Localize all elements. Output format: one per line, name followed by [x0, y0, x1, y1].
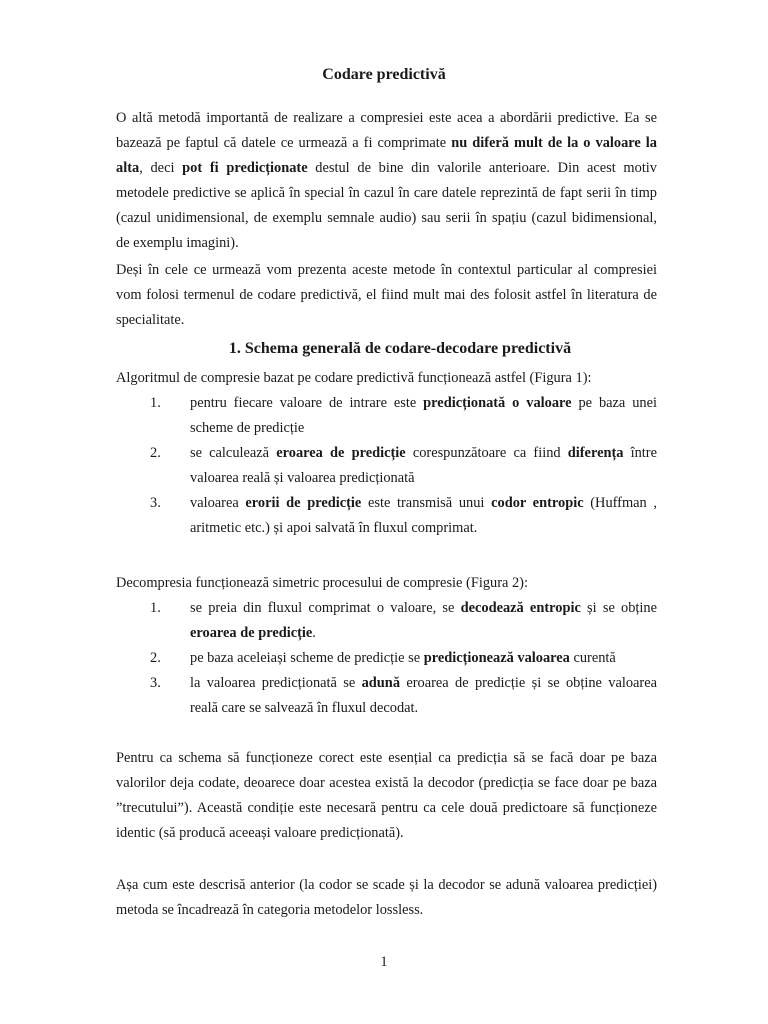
text-run: pentru fiecare valoare de intrare este: [190, 395, 424, 411]
compression-intro: Algoritmul de compresie bazat pe codare predictivă funcționează astfel (Figura 1):: [116, 370, 592, 386]
page-number: 1: [380, 954, 388, 970]
list-item: [0, 441, 657, 491]
bold-run: diferența: [567, 445, 624, 461]
list-item: [0, 671, 657, 721]
text-run: se calculează: [190, 445, 277, 461]
bold-run: adună: [361, 675, 401, 691]
text-run: , deci: [139, 160, 183, 176]
bold-run: nu diferă mult de la o valoare la alta: [116, 135, 657, 176]
compression-steps: [0, 391, 768, 541]
bold-run: codor entropic: [491, 495, 584, 511]
text-run: corespunzătoare ca fiind: [405, 445, 568, 461]
decompression-intro: Decompresia funcționează simetric procesului de compresie (Figura 2):: [116, 575, 528, 591]
list-number: 2.: [150, 445, 161, 461]
text-run: la valoarea predicționată se: [190, 675, 362, 691]
list-number: 2.: [150, 650, 161, 666]
list-item: [0, 491, 657, 541]
text-run: se preia din fluxul comprimat o valoare, se: [190, 600, 461, 616]
list-item: [0, 596, 657, 646]
list-item: [0, 646, 657, 671]
text-run: este transmisă unui: [361, 495, 492, 511]
list-number: 3.: [150, 675, 161, 691]
text-run: O altă metodă importantă de realizare a compresiei este acea a abordării predictive. Ea se bazează pe faptul că datele ce urmează a fi comprimate: [116, 110, 657, 151]
bold-run: predicționată o valoare: [423, 395, 572, 411]
section-heading: 1. Schema generală de codare-decodare predictivă: [228, 340, 572, 357]
bold-run: eroarea de predicție: [276, 445, 406, 461]
paragraph-prediction-condition: Pentru ca schema să funcționeze corect este esențial ca predicția să se facă doar pe baza valorilor deja codate, deoarece doar acestea există la decodor (predicția se face doar pe baza ”trecutului”). Această condiție este necesară pentru ca cele două predictoare să funcționeze identic (să producă aceeași valoare predicționată).: [116, 750, 657, 841]
text-run: eroarea de predicție și se obține valoarea reală care se salvează în fluxul decodat.: [190, 675, 657, 716]
list-item: [0, 391, 657, 441]
text-run: valoarea: [190, 495, 246, 511]
bold-run: predicționează valoarea: [423, 650, 570, 666]
bold-run: erorii de predicție: [245, 495, 362, 511]
text-run: .: [312, 625, 316, 641]
paragraph-lossless: Așa cum este descrisă anterior (la codor se scade și la decodor se adună valoarea predicției) metoda se încadrează în categoria metodelor lossless.: [116, 877, 657, 918]
text-run: destul de bine din valorile anterioare. Din acest motiv metodele predictive se aplică în special în cazul în care datele reprezintă de fapt serii în timp (cazul unidimensional, de exemplu semnale audio) sau serii în spațiu (cazul bidimensional, de exemplu imagini).: [116, 160, 658, 251]
text-run: pe baza aceleiași scheme de predicție se: [190, 650, 424, 666]
list-number: 1.: [150, 395, 161, 411]
text-run: curentă: [569, 650, 616, 666]
text-run: pe baza unei scheme de predicție: [190, 395, 657, 436]
text-run: și se obține: [580, 600, 658, 616]
list-number: 3.: [150, 495, 161, 511]
list-number: 1.: [150, 600, 161, 616]
paragraph-terminology: Deși în cele ce urmează vom prezenta aceste metode în contextul particular al compresiei vom folosi termenul de codare predictivă, el fiind mult mai des folosit astfel în literatura de specialitate.: [116, 262, 657, 328]
bold-run: pot fi predicționate: [182, 160, 308, 176]
bold-run: eroarea de predicție: [190, 625, 313, 641]
bold-run: decodează entropic: [460, 600, 581, 616]
paragraph-intro: [116, 106, 657, 256]
document-title: Codare predictivă: [322, 66, 446, 83]
text-run: între valoarea reală și valoarea predicționată: [190, 445, 657, 486]
decompression-steps: [0, 596, 768, 721]
text-run: (Huffman , aritmetic etc.) și apoi salvată în fluxul comprimat.: [190, 495, 658, 536]
